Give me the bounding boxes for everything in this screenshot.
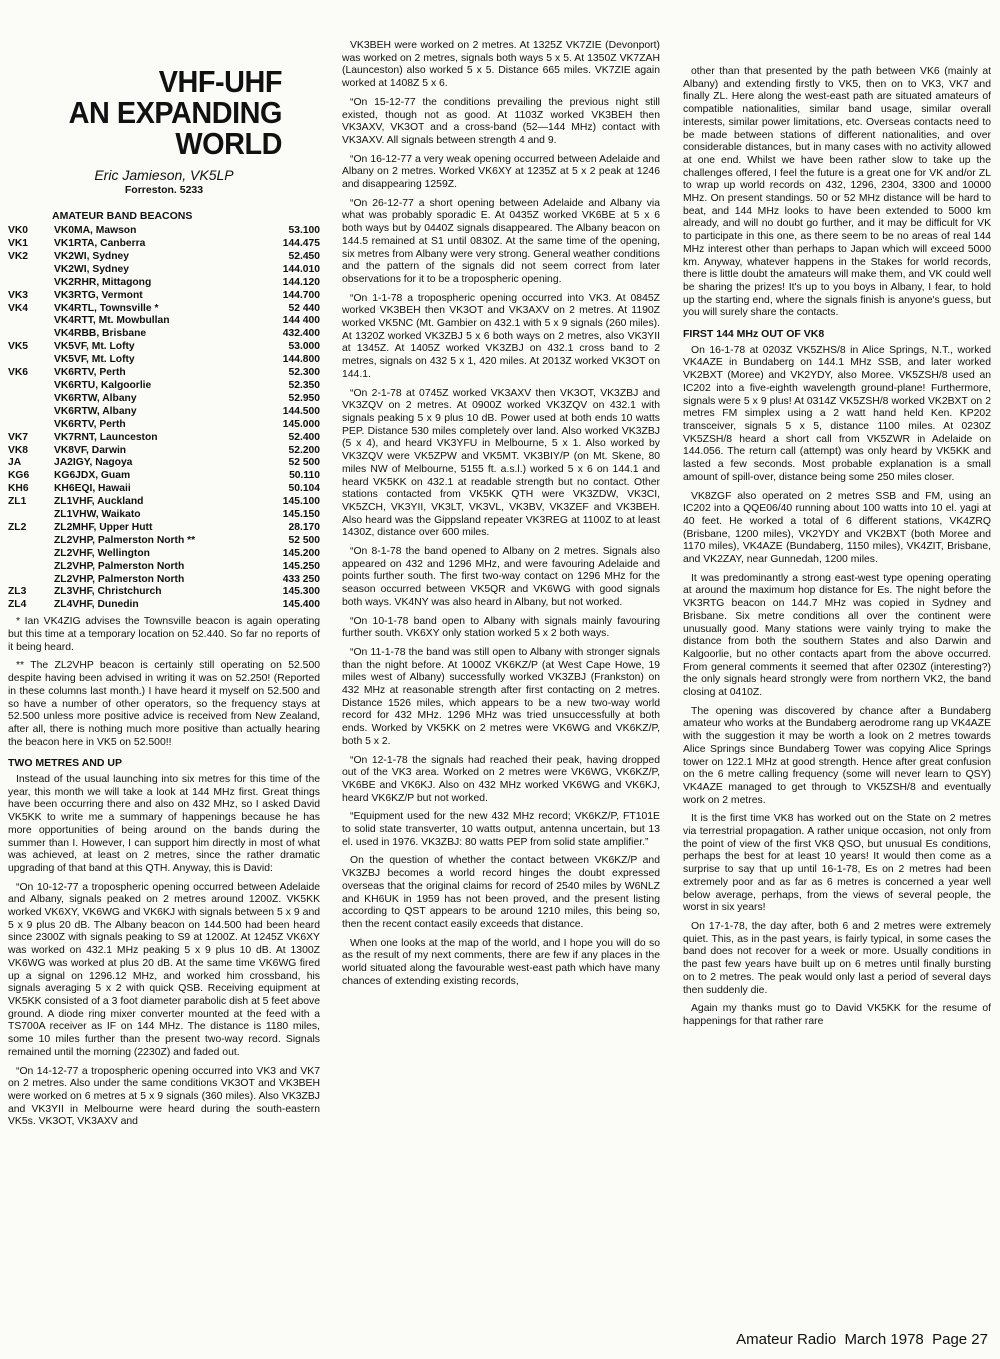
beacons-heading: AMATEUR BAND BEACONS	[52, 210, 193, 223]
beacon-call: VK5VF, Mt. Lofty	[54, 354, 135, 366]
footer-date: March 1978	[844, 1331, 924, 1348]
beacon-row	[8, 393, 320, 406]
beacon-prefix	[8, 380, 54, 393]
body-paragraph: other than that presented by the path between VK6 (mainly at Albany) and extending firstly to VK5, then on to VK3, VK7 and finally ZL. Here along the west-east path are situated amateurs of compatible nationalities, similar band usage, similar overall interests, similar power limitations, etc. Overseas contacts need to be made between stations of different nationalities, and over considerable distances, but in many cases with no activity allowed at one end. Whilst we have been rather slow to take up the challenges offered, I feel the future is a great one for VK and/or ZL to wrap up world records on 432, 1296, 2304, 3300 and 10000 MHz. On present standings. 50 or 52 MHz distance will be hard to beat, and 144 MHz looks to have been extended to 5000 km already, and will no doubt go further, and it may be difficult for VK to participate in this one, as there seem to be no areas of real 144 MHz interest other than perhaps to Japan which will exceed 5000 km. Anyway, whatever happens in the Stakes for world records, there is little doubt the amateurs will make them, and VK could well be sharing the prizes! It's up to you boys in Albany, I fear, to hold up the starting end, where the signals finish is anyone's guess, but you will surely share the contacts.	[683, 66, 991, 319]
beacon-prefix	[8, 561, 54, 574]
beacon-row	[8, 380, 320, 393]
beacon-prefix	[8, 328, 54, 341]
body-paragraph: VK3BEH were worked on 2 metres. At 1325Z VK7ZIE (Devonport) was worked on 2 metres, signals both ways 5 x 5. At 1350Z VK7ZAH (Launceston) also worked 5 x 5. Distance 665 miles. VK7ZIE again worked at 1408Z 5 x 6.	[342, 40, 660, 90]
beacon-row	[8, 264, 320, 277]
beacon-frequency: 144.475	[282, 238, 320, 250]
beacon-prefix: VK6	[8, 367, 29, 379]
beacon-frequency: 52.300	[288, 367, 320, 379]
beacon-prefix	[8, 548, 54, 561]
body-paragraph: “On 16-12-77 a very weak opening occurred between Adelaide and Albany on 2 metres. Worked VK6XY at 1235Z at 5 x 2 peak at 1246 and disappearing 1259Z.	[342, 153, 660, 191]
column-2	[342, 40, 660, 995]
beacon-row	[8, 238, 320, 251]
body-paragraph: Again my thanks must go to David VK5KK for the resume of happenings for that rather rare	[683, 1003, 991, 1027]
body-paragraph: “On 12-1-78 the signals had reached their peak, having dropped out of the VK3 area. Worked on 2 metres were VK6WG, VK6KZ/P, VK6BE and VK6KJ. Also on 432 MHz worked VK6WG and VK6KJ, heard VK6KZ/P but not worked.	[342, 754, 660, 804]
beacon-frequency: 145.250	[282, 560, 320, 572]
beacon-row	[8, 599, 320, 612]
beacon-note-1: * Ian VK4ZIG advises the Townsville beacon is again operating but this time at a temporary location on 52.440. So far no reports of it being heard.	[8, 616, 320, 653]
author-address: Forreston. 5233	[124, 183, 204, 196]
title-line-1: VHF-UHF	[158, 64, 282, 99]
beacon-call: ZL4VHF, Dunedin	[54, 599, 139, 611]
beacon-call: VK0MA, Mawson	[54, 225, 137, 237]
beacon-frequency: 50.110	[289, 470, 320, 482]
beacon-row	[8, 496, 320, 509]
beacon-row	[8, 251, 320, 264]
body-paragraph: “On 26-12-77 a short opening between Adelaide and Albany via what was probably sporadic E. At 0435Z worked VK6BE at 5 x 6 both ways but by 0440Z signals disappeared. The Albany beacon on 144.5 remained at S1 until 0830Z. At the same time of the opening, six metres from Albany were very strong. General weather conditions and the pattern of the signals did not seem correct from later observations for it to be a tropospheric opening.	[342, 197, 660, 285]
body-paragraph: “On 1-1-78 a tropospheric opening occurred into VK3. At 0845Z worked VK3BEH then VK3OT and VK3AXV on 2 metres. At 1190Z worked VK5NC (Mt. Gambier on 432.1 with 5 x 9 signals (260 miles). At 1320Z worked VK3ZBJ 5 x 6 both ways on 2 metres, also VK3YII at 1345Z. At 1405Z worked VK3ZBJ on 432.1 cross band to 2 metres, signals on 432 5 x 1, 420 miles. At 2013Z worked VK3OT on 144.1.	[342, 292, 660, 380]
beacon-call: JA2IGY, Nagoya	[54, 457, 133, 469]
beacon-frequency: 144 400	[282, 315, 320, 327]
body-paragraph: VK8ZGF also operated on 2 metres SSB and FM, using an IC202 into a QQE06/40 running about 100 watts into 10 el. yagi at 40 feet. He worked a total of 6 different stations, VK4ZRQ (Brisbane, 1200 miles), VK2YDY and VK2BXT (both Moree and 1170 miles), VK4AZE (Bundaberg, 1150 miles), VK4ZIT, Brisbane, and VK2ZAY, near Gunnedah, 1200 miles.	[683, 490, 991, 566]
beacon-call: ZL2MHF, Upper Hutt	[54, 521, 153, 533]
beacon-call: ZL1VHF, Auckland	[54, 496, 144, 508]
body-paragraph: The opening was discovered by chance after a Bundaberg amateur who works at the Bundaberg aerodrome rang up VK4AZE with the suggestion it may be worth a look on 2 metres towards Alice Springs since Bundaberg Tower was copying Alice Springs tower on 122.1 MHz at good strength. Hence after great confusion on the 6 metre calling frequency (some will never learn to QSY) VK4AZE managed to get through to VK5ZSH/8 and eventually work on 2 metres.	[683, 705, 991, 806]
beacon-row	[8, 445, 320, 458]
beacon-prefix	[8, 406, 54, 419]
beacon-prefix	[8, 264, 54, 277]
section-heading-two-metres: TWO METRES AND UP	[8, 757, 122, 770]
beacon-call: ZL1VHW, Waikato	[54, 509, 141, 521]
beacon-frequency: 28.170	[288, 521, 320, 533]
beacon-call: ZL3VHF, Christchurch	[54, 586, 162, 598]
beacon-row	[8, 586, 320, 599]
beacon-prefix: VK3	[8, 289, 29, 301]
beacon-call: ZL2VHP, Palmerston North **	[54, 534, 196, 546]
beacon-row	[8, 470, 320, 483]
beacon-prefix	[8, 509, 54, 522]
column-1	[8, 40, 320, 1135]
beacon-frequency: 144.700	[282, 289, 320, 301]
beacon-prefix: VK4	[8, 302, 29, 314]
beacon-row	[8, 574, 320, 587]
beacon-row	[8, 535, 320, 548]
footer-page: Page 27	[932, 1331, 988, 1348]
beacon-row	[8, 290, 320, 303]
beacon-row	[8, 341, 320, 354]
body-paragraph: “On 11-1-78 the band was still open to Albany with stronger signals than the night before. At 1000Z VK6KZ/P (at West Cape Howe, 19 miles west of Albany) successfully worked VK3ZBJ (Frankston) on 432 MHz at reasonable strength after first contacting on 2 metres. Distance 1526 miles, which appears to be a new two-way world record for 432 MHz. 1296 MHz was tried unsuccessfully at both ends. Worked by VK5KK on 2 metres were VK6WG and VK6KZ/P, both 5 x 2.	[342, 646, 660, 747]
column-3-body-a	[683, 66, 991, 320]
beacon-frequency: 52 500	[288, 534, 320, 546]
beacon-frequency: 52.400	[288, 431, 320, 443]
beacon-row	[8, 354, 320, 367]
beacon-frequency: 52.950	[288, 392, 320, 404]
beacon-prefix: ZL3	[8, 586, 27, 598]
beacon-frequency: 52.350	[288, 379, 320, 391]
beacon-call: VK4RBB, Brisbane	[54, 328, 147, 340]
beacon-row	[8, 432, 320, 445]
beacon-frequency: 145.200	[282, 547, 320, 559]
page-footer	[736, 1331, 988, 1348]
article-title	[8, 66, 320, 159]
beacon-prefix	[8, 574, 54, 587]
beacon-prefix: VK5	[8, 341, 29, 353]
beacon-frequency: 145.400	[282, 599, 320, 611]
beacon-frequency: 53.100	[288, 225, 320, 237]
beacon-prefix	[8, 393, 54, 406]
body-paragraph: “On 8-1-78 the band opened to Albany on 2 metres. Signals also appeared on 432 and 1296 MHz, and were favouring Adelaide and points further south. The first two-way contact on 1296 MHz for the season occurred between VK5QR and VK6WG with good signals both ways. VK4NY was also heard in Albany, but not worked.	[342, 546, 660, 608]
beacon-frequency: 145.100	[282, 496, 320, 508]
beacon-call: ZL2VHF, Wellington	[54, 547, 150, 559]
beacon-call: VK8VF, Darwin	[54, 444, 127, 456]
beacon-call: VK2WI, Sydney	[54, 263, 129, 275]
beacon-call: ZL2VHP, Palmerston North	[54, 560, 185, 572]
beacon-row	[8, 315, 320, 328]
body-paragraph: “On 10-1-78 band open to Albany with signals mainly favouring further south. VK6XY only station worked 5 x 2 both ways.	[342, 615, 660, 640]
column-3-body-b	[683, 345, 991, 1029]
beacon-prefix	[8, 354, 54, 367]
beacon-call: VK2RHR, Mittagong	[54, 276, 152, 288]
beacon-call: VK4RTL, Townsville *	[54, 302, 159, 314]
beacon-prefix: ZL1	[8, 496, 27, 508]
beacon-call: VK6RTV, Perth	[54, 367, 126, 379]
section-heading-vk8: FIRST 144 MHz OUT OF VK8	[683, 328, 825, 341]
body-paragraph: When one looks at the map of the world, and I hope you will do so as the result of my next comments, there are few if any places in the world situated along the favourable west-east path which have many chances of extending existing records,	[342, 937, 660, 987]
beacon-frequency: 144.010	[282, 263, 320, 275]
body-paragraph: It is the first time VK8 has worked out on the State on 2 metres via terrestrial propagation. A rather unique occasion, not only from the point of view of the first VK8 QSO, but unusual Es conditions, perhaps the best for at least 10 years! It would then come as a surprise to say that up until 16-1-78, Es on 2 metres had been extremely poor and as far as 6 metres is concerned a year well below average, perhaps, from the views of several people, the worst in six years!	[683, 813, 991, 914]
beacons-table	[8, 225, 320, 612]
beacon-call: VK6RTW, Albany	[54, 405, 137, 417]
beacon-frequency: 144.500	[282, 405, 320, 417]
beacon-frequency: 50.104	[288, 483, 320, 495]
beacon-call: VK6RTW, Albany	[54, 392, 137, 404]
beacon-frequency: 144.120	[282, 276, 320, 288]
body-paragraph: “On 10-12-77 a tropospheric opening occurred between Adelaide and Albany, signals peaked on 2 metres around 1200Z. VK5KK worked VK6XY, VK6WG and VK6KJ with signals between 5 x 9 and 5 x 9 plus 20 dB. The Albany beacon on 144.500 had been heard since 2300Z with signals peaking to S9 at 1200Z. At 1245Z VK6XY was worked on 432.1 MHz peaking 5 x 9 plus 10 dB. At 1300Z VK6WG was worked at plus 20 dB. At the same time VK6WG fired up a signal on 1296.12 MHz, and worked him crossband, his signals averaging 5 x 2 with quick QSB. Receiving equipment at VK5KK consisted of a 3 foot diameter parabolic dish at 5 feet above ground. A diode ring mixer converter mounted at the feed with a TS700A receiver as IF on 144 MHz. The distance is 1180 miles, some 10 miles further than the present two-way record. Signals remained until the morning (2230Z) and faded out.	[8, 881, 320, 1058]
beacon-prefix: VK1	[8, 238, 29, 250]
beacon-row	[8, 419, 320, 432]
beacon-call: VK3RTG, Vermont	[54, 289, 143, 301]
body-paragraph: “On 14-12-77 a tropospheric opening occurred into VK3 and VK7 on 2 metres. Also under the same conditions VK3OT and VK3BEH were worked on 6 metres at 5 x 9 signals (360 miles). Also VK3ZBJ and VK3YII in Melbourne were heard during the south-eastern VK5s. VK3OT, VK3AXV and	[8, 1065, 320, 1128]
beacon-frequency: 52.200	[288, 444, 320, 456]
beacon-row	[8, 509, 320, 522]
beacon-frequency: 52 500	[288, 457, 320, 469]
beacon-row	[8, 303, 320, 316]
beacon-prefix: VK0	[8, 225, 29, 237]
beacon-row	[8, 406, 320, 419]
beacon-call: VK7RNT, Launceston	[54, 431, 158, 443]
body-paragraph: “On 15-12-77 the conditions prevailing the previous night still existed, though not as good. At 1103Z worked VK3BEH then VK3AXV, VK3OT and a cross-band (52—144 MHz) contact with VK3AXV. All signals between strength 4 and 9.	[342, 96, 660, 146]
beacon-row	[8, 548, 320, 561]
beacon-call: VK5VF, Mt. Lofty	[54, 341, 135, 353]
beacon-row	[8, 277, 320, 290]
column-2-body	[342, 40, 660, 989]
body-paragraph: On 16-1-78 at 0203Z VK5ZHS/8 in Alice Springs, N.T., worked VK4AZE in Bundaberg on 144.1 MHz SSB, and later worked VK2BXT (Moree) and VK2YDY, also Moree. VK5ZSH/8 used an IC202 into a five-eighth wavelength ground-plane! Furthermore, signals were 5 x 9 plus! At 0314Z VK5ZSH/8 worked VK2BXT on 2 metres FM simplex using a 2 watt hand held Ken. KP202 transceiver, signals 5 x 5, distance 1100 miles. At 0230Z VK5ZSH/8 heard a short call from VK5ZWR in Adelaide on 144.056. The return call (attempt) was only heard by VK5KK and lasted a few seconds. Most probable explanation is a small amount of spill-over, distance being some 250 miles closer.	[683, 344, 991, 483]
beacon-row	[8, 457, 320, 470]
beacon-call: VK1RTA, Canberra	[54, 238, 146, 250]
beacon-frequency: 145.300	[282, 586, 320, 598]
beacon-frequency: 145.000	[282, 418, 320, 430]
beacon-call: VK4RTT, Mt. Mowbullan	[54, 315, 170, 327]
beacon-frequency: 433 250	[282, 573, 320, 585]
beacon-call: KH6EQI, Hawaii	[54, 483, 131, 495]
beacon-frequency: 432.400	[282, 328, 320, 340]
beacon-call: KG6JDX, Guam	[54, 470, 131, 482]
beacon-call: VK2WI, Sydney	[54, 250, 129, 262]
beacon-call: VK6RTU, Kalgoorlie	[54, 379, 152, 391]
beacon-row	[8, 367, 320, 380]
title-line-3: WORLD	[175, 126, 282, 161]
beacon-prefix: ZL2	[8, 521, 27, 533]
beacon-call: VK6RTV, Perth	[54, 418, 126, 430]
beacon-frequency: 144.800	[282, 354, 320, 366]
beacon-prefix	[8, 277, 54, 290]
column-1-body	[8, 774, 320, 1129]
beacon-prefix: VK8	[8, 444, 29, 456]
column-3	[683, 66, 991, 1035]
beacon-prefix: VK7	[8, 431, 29, 443]
body-paragraph: On 17-1-78, the day after, both 6 and 2 metres were extremely quiet. This, as in the past years, is fairly typical, in some cases the band does not recover for a week or more. Usually conditions in the past few years have built up on 6 metres until finally bursting on to 2 metres. The peak would only last a period of several days then suddenly die.	[683, 921, 991, 996]
beacon-prefix	[8, 419, 54, 432]
beacon-prefix: KH6	[8, 483, 29, 495]
beacon-prefix: JA	[8, 457, 22, 469]
beacon-prefix	[8, 315, 54, 328]
body-paragraph: It was predominantly a strong east-west type opening operating at around the maximum hop distance for Es. The night before the VK3RTG beacon on 144.7 MHz was copied in Sydney and Brisbane. Six metre conditions all over the continent were unusually good. Many stations were vainly trying to make the distance from both the southern States and also Darwin and Kalgoorlie, but no other contacts apart from the above occurred. From general comments it seemed that after 0230Z (interesting?) the only signals heard strongly were from northern VK2, the band closing at 0410Z.	[683, 572, 991, 699]
beacon-frequency: 52.450	[288, 250, 320, 262]
beacon-call: ZL2VHP, Palmerston North	[54, 573, 185, 585]
body-paragraph: “Equipment used for the new 432 MHz record; VK6KZ/P, FT101E to solid state transverter, 10 watts output, antenna uncertain, but 13 el. used in 1976. VK3ZBJ: 80 watts PEP from solid state amplifier.”	[342, 811, 660, 848]
author-byline: Eric Jamieson, VK5LP	[94, 167, 234, 183]
beacon-prefix: KG6	[8, 470, 30, 482]
beacon-frequency: 52 440	[288, 302, 320, 314]
beacon-row	[8, 328, 320, 341]
beacon-prefix	[8, 535, 54, 548]
title-line-2: AN EXPANDING	[68, 95, 282, 130]
beacon-row	[8, 483, 320, 496]
beacon-note-2: ** The ZL2VHP beacon is certainly still operating on 52.500 despite having been advised in writing it was on 52.250! (Reported in these columns last month.) I have heard it myself on 52.500 and so have a number of other operators, so the frequency stays at 52.500 unless more positive advice is received from New Zealand, after all, there is nothing much more positive than actually hearing the beacon here in VK5 on 52.500!!	[8, 660, 320, 748]
footer-publication: Amateur Radio	[736, 1331, 837, 1348]
beacon-row	[8, 561, 320, 574]
body-paragraph: On the question of whether the contact between VK6KZ/P and VK3ZBJ becomes a world record hinges the doubt expressed overseas that the original claims for record of 2540 miles by W6NLZ and KH6UK in 1959 has not been proved, and the present listing according to QST appears to be around 1210 miles, this being so, then the recent contact easily exceeds that distance.	[342, 855, 660, 930]
beacon-prefix: VK2	[8, 250, 29, 262]
beacon-row	[8, 522, 320, 535]
beacon-prefix: ZL4	[8, 599, 27, 611]
body-paragraph: Instead of the usual launching into six metres for this time of the year, this month we will take a look at 144 MHz first. Great things have been occurring there and also on 432 MHz, so I asked David VK5KK to write me a summary of happenings because he has more opportunities of being around on the bands during the summer than I. However, I can support him directly in most of what was achieved, at least on 2 metres, since the rather dramatic upgrading of that band at this QTH. Anyway, this is David:	[8, 774, 320, 874]
beacon-frequency: 53.000	[288, 341, 320, 353]
beacon-row	[8, 225, 320, 238]
body-paragraph: “On 2-1-78 at 0745Z worked VK3AXV then VK3OT, VK3ZBJ and VK3ZQV on 2 metres. At 0900Z worked VK3ZQV on 432.1 with signals peaking 5 x 9 plus 10 dB. Power used at both ends 10 watts PEP. Distance 530 miles completely over land. Also worked VK3ZBJ (5 x 4), and heard VK3YFU in Melbourne, 5 x 1. Also worked by VK3ZQV were VK5ZPW and VK5MT. VK3BIY/P (on Mt. Skene, 80 miles NW of Melbourne, 5155 ft. a.s.l.) worked 5 x 6 on 144.1 and heard VK5KK on 432.1 at readable strength but no contact. Other stations contacted from VK5KK QTH were VK3ZDW, VK3CI, VK5ZCH, VK3YII, VK3LT, VK3VL, VK3BV, VK3ZEF and VK3BEH. Also heard was the Gippsland repeater VK3REG at 1100Z to at least 1430Z, distance over 600 miles.	[342, 387, 660, 539]
beacon-frequency: 145.150	[282, 509, 320, 521]
